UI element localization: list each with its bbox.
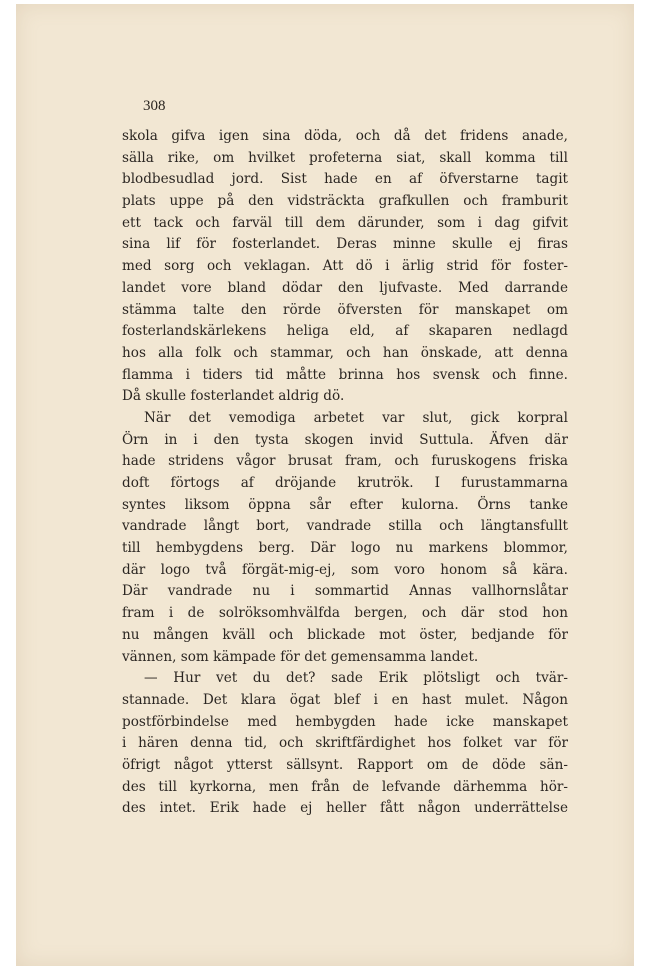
text-line: sälla rike, om hvilket profeterna siat, skall komma till (122, 149, 568, 166)
text-line: i hären denna tid, och skriftfärdighet hos folket var för (122, 735, 568, 752)
body-text (122, 126, 568, 820)
text-line: öfrigt något ytterst sällsynt. Rapport om de döde sän- (122, 756, 568, 773)
text-line: des till kyrkorna, men från de lefvande därhemma hör- (122, 778, 568, 795)
text-line: nu mången kväll och blickade mot öster, bedjande för (122, 626, 568, 643)
text-line: flamma i tiders tid måtte brinna hos svensk och finne. (122, 366, 568, 383)
text-line: Där vandrade nu i sommartid Annas vallhornslåtar (122, 583, 568, 600)
text-line: sina lif för fosterlandet. Deras minne skulle ej firas (122, 236, 568, 253)
text-line: till hembygdens berg. Där logo nu markens blommor, (122, 540, 568, 557)
page-number: 308 (143, 98, 166, 114)
text-line: syntes liksom öppna sår efter kulorna. Örns tanke (122, 496, 568, 513)
text-line: des intet. Erik hade ej heller fått någon underrättelse (122, 800, 568, 817)
text-line: Örn in i den tysta skogen invid Suttula. Äfven där (122, 431, 568, 448)
text-line: hos alla folk och stammar, och han önskade, att denna (122, 344, 568, 361)
text-line: stannade. Det klara ögat blef i en hast mulet. Någon (122, 691, 568, 708)
text-line: skola gifva igen sina döda, och då det fridens anade, (122, 128, 568, 144)
text-line: — Hur vet du det? sade Erik plötsligt och tvär- (144, 670, 568, 687)
text-line: hade stridens vågor brusat fram, och furuskogens friska (122, 453, 568, 470)
text-line: När det vemodiga arbetet var slut, gick korpral (144, 409, 568, 426)
text-line: blodbesudlad jord. Sist hade en af öfverstarne tagit (122, 171, 568, 188)
text-line: stämma talte den rörde öfversten för manskapet om (122, 301, 568, 318)
text-line: plats uppe på den vidsträckta grafkullen och framburit (122, 193, 568, 210)
text-line: landet vore bland dödar den ljufvaste. Med darrande (122, 279, 568, 296)
text-line: där logo två förgät-mig-ej, som voro honom så kära. (122, 561, 568, 578)
text-line: doft förtogs af dröjande krutrök. I furustammarna (122, 475, 568, 491)
text-line: vännen, som kämpade för det gemensamma landet. (122, 648, 479, 665)
text-line: vandrade långt bort, vandrade stilla och längtansfullt (122, 518, 568, 535)
text-line: fram i de solröksomhvälfda bergen, och där stod hon (122, 605, 568, 622)
text-line: ett tack och farväl till dem därunder, som i dag gifvit (122, 214, 568, 231)
text-line: med sorg och veklagan. Att dö i ärlig strid för foster- (122, 258, 568, 275)
text-line: postförbindelse med hembygden hade icke manskapet (122, 713, 568, 730)
text-line: fosterlandskärlekens heliga eld, af skaparen nedlagd (122, 323, 568, 340)
book-page (16, 4, 634, 966)
text-line: Då skulle fosterlandet aldrig dö. (122, 388, 345, 405)
